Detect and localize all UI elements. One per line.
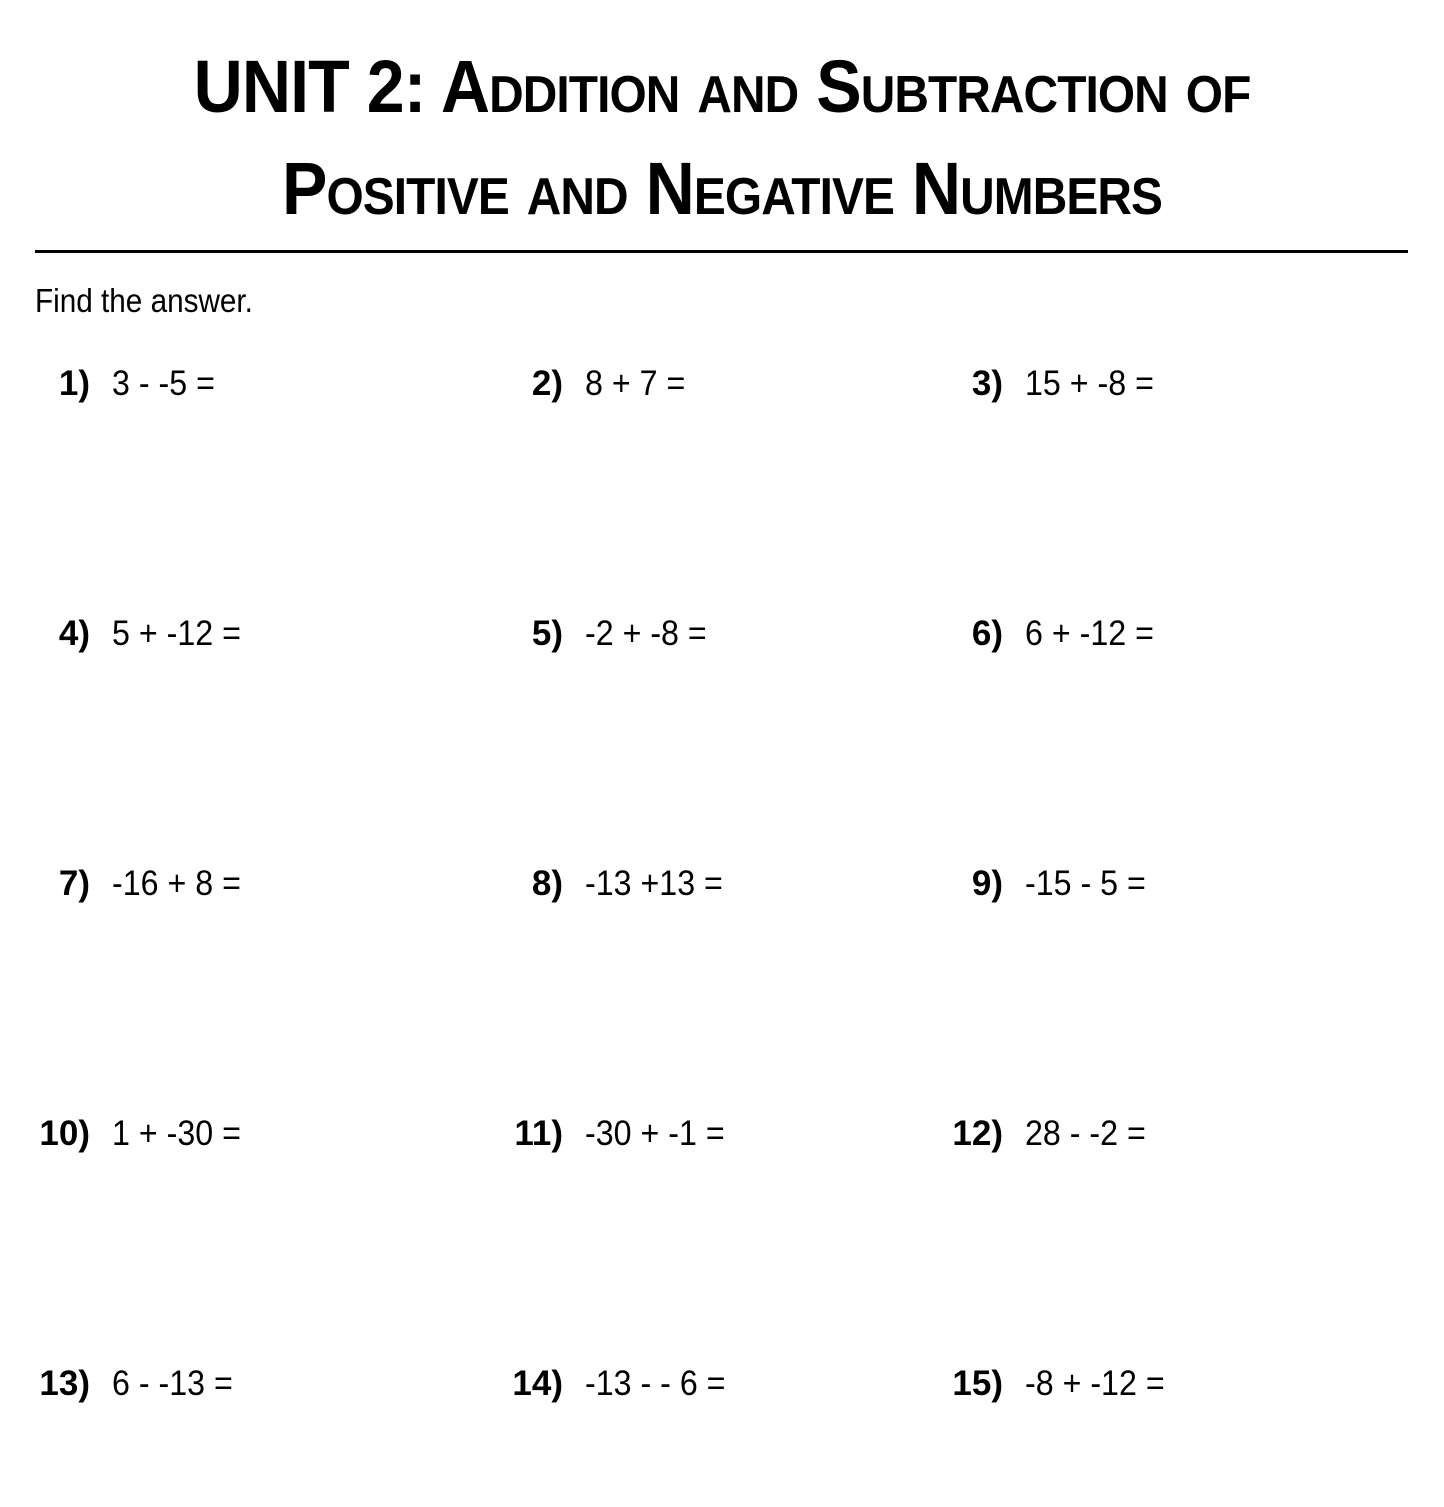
problem-expression: -16 + 8 = (112, 864, 241, 903)
problem-expression: -15 - 5 = (1025, 864, 1146, 903)
problem-1 (12, 366, 224, 401)
problem-expression: -8 + -12 = (1025, 1364, 1165, 1403)
problem-number: 5) (531, 614, 563, 653)
problem-10 (12, 1116, 252, 1151)
problem-expression: -13 +13 = (585, 864, 723, 903)
problem-number: 10) (39, 1114, 90, 1153)
problem-expression: 15 + -8 = (1025, 364, 1154, 403)
problem-number: 15) (952, 1364, 1003, 1403)
problem-number: 3) (971, 364, 1003, 403)
instructions: Find the answer. (35, 282, 253, 319)
problem-7 (12, 866, 252, 901)
problem-2 (485, 366, 694, 401)
problem-11 (485, 1116, 737, 1151)
problem-12 (925, 1116, 1156, 1151)
divider (35, 250, 1408, 253)
problem-number: 14) (512, 1364, 563, 1403)
problem-expression: 6 - -13 = (112, 1364, 233, 1403)
problem-number: 13) (39, 1364, 90, 1403)
problem-number: 9) (971, 864, 1003, 903)
problem-number: 2) (531, 364, 563, 403)
title-line-2: Positive and Negative Numbers (282, 147, 1162, 230)
problem-number: 11) (514, 1114, 563, 1153)
problem-3 (925, 366, 1165, 401)
problem-expression: 28 - -2 = (1025, 1114, 1146, 1153)
problem-14 (485, 1366, 738, 1401)
problem-number: 12) (952, 1114, 1003, 1153)
problem-expression: 8 + 7 = (585, 364, 686, 403)
problem-8 (485, 866, 735, 901)
problem-expression: -13 - - 6 = (585, 1364, 726, 1403)
problem-expression: 5 + -12 = (112, 614, 241, 653)
problem-6 (925, 616, 1165, 651)
problem-4 (12, 616, 252, 651)
problem-15 (925, 1366, 1177, 1401)
problem-expression: 6 + -12 = (1025, 614, 1154, 653)
title-line-1: UNIT 2: Addition and Subtraction of (193, 45, 1251, 128)
problem-13 (12, 1366, 243, 1401)
problem-5 (485, 616, 717, 651)
problem-expression: 1 + -30 = (112, 1114, 241, 1153)
problem-number: 4) (58, 614, 90, 653)
problem-9 (925, 866, 1156, 901)
problem-number: 8) (531, 864, 563, 903)
problem-number: 1) (58, 364, 90, 403)
problem-expression: 3 - -5 = (112, 364, 215, 403)
problem-number: 7) (58, 864, 90, 903)
problem-expression: -30 + -1 = (585, 1114, 725, 1153)
problem-number: 6) (971, 614, 1003, 653)
problem-expression: -2 + -8 = (585, 614, 707, 653)
